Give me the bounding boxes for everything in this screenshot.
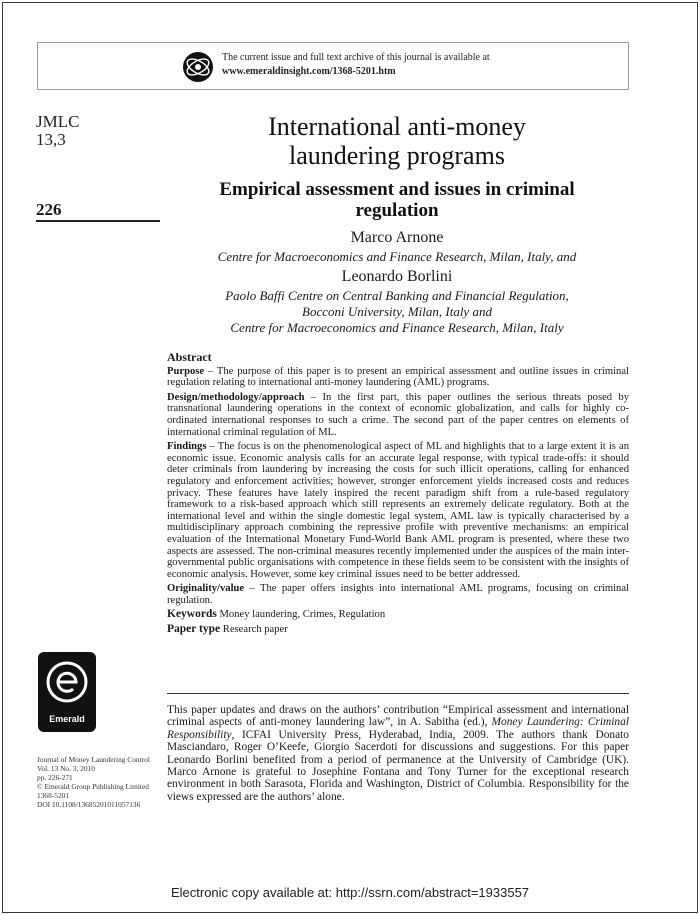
author-name: Marco Arnone xyxy=(350,229,444,246)
author-affiliation xyxy=(165,288,629,336)
journal-code xyxy=(36,113,79,149)
affiliation-line: Bocconi University, Milan, Italy and xyxy=(302,304,492,319)
originality-text: – The paper offers insights into international AML programs, focusing on criminal regulation. xyxy=(167,583,629,606)
title-line: laundering programs xyxy=(289,141,505,170)
originality-label: Originality/value xyxy=(167,583,245,595)
findings-text: – The focus is on the phenomenological aspect of ML and highlights that to a large extent it is an economic issue. Economic analysis calls for an accurate legal response, with typical trade-offs: it should deter criminals from laundering by increasing the costs for such illicit operations, calling for enhanced regulatory and enforcement activities; however, stronger enforcement yields increased costs and reduces privacy. These features have lately inspired the recent paradigm shift from a rule-based regulatory framework to a risk-based approach which still represents an extremely delicate regulatory. Both at the international level and within the single domestic legal system, AML law is typically characterised by a multidisciplinary approach combining the repressive profile with preventive mechanisms: an empirical evaluation of the International Monetary Fund-World Bank AML program is presented, where these two aspects are assessed. The non-criminal measures recently implemented under the auspices of the main inter-governmental public organisations with competence in these fields seem to be consistent with the insights of economic analysis. However, some key criminal issues need to be better addressed. xyxy=(167,441,629,580)
author-name: Leonardo Borlini xyxy=(341,268,453,285)
paper-type-text: Research paper xyxy=(220,624,288,636)
author-affiliation: Centre for Macroeconomics and Finance Research, Milan, Italy, and xyxy=(217,249,577,264)
page-number: 226 xyxy=(36,200,62,219)
paper-type-label: Paper type xyxy=(167,623,221,636)
pub-info-line: DOI 10.1108/13685201011057136 xyxy=(37,800,141,809)
abstract-design xyxy=(167,392,629,438)
emerald-e-icon xyxy=(38,652,96,712)
journal-banner xyxy=(37,42,629,90)
subtitle-line: Empirical assessment and issues in criminal xyxy=(219,179,575,200)
book-title: Money Laundering: Criminal Responsibility xyxy=(167,716,629,741)
emerald-label: Emerald xyxy=(49,714,85,724)
abstract xyxy=(167,352,629,639)
banner-url[interactable]: www.emeraldinsight.com/1368-5201.htm xyxy=(222,66,396,77)
emerald-logo xyxy=(38,652,96,732)
purpose-label: Purpose xyxy=(167,365,205,377)
abstract-purpose xyxy=(167,366,629,389)
banner-line: The current issue and full text archive of this journal is available at xyxy=(222,52,490,63)
affiliation-line: Paolo Baffi Centre on Central Banking and Financial Regulation, xyxy=(225,288,569,303)
pub-info-line: 1368-5201 xyxy=(37,791,70,800)
article-subtitle xyxy=(165,179,629,221)
title-line: International anti-money xyxy=(268,112,526,141)
ssrn-footer[interactable]: Electronic copy available at: http://ssrn.com/abstract=1933557 xyxy=(170,885,530,900)
page-number-rule xyxy=(36,220,160,222)
pub-info-line: © Emerald Group Publishing Limited xyxy=(37,782,149,791)
publication-info xyxy=(37,755,167,809)
design-label: Design/methodology/approach xyxy=(167,391,305,403)
journal-abbrev: JMLC xyxy=(36,112,80,131)
footnote-rule xyxy=(167,693,629,694)
article-title xyxy=(190,112,604,170)
acknowledgement-note xyxy=(167,704,629,803)
affiliation-line: Centre for Macroeconomics and Finance Research, Milan, Italy xyxy=(230,320,564,335)
note-text: , ICFAI University Press, Hyderabad, India, 2009. The authors thank Donato Masciandaro, Roger O’Keefe, Giorgio Sacerdoti for discussions and suggestions. For this paper Leonardo Borlini benefited from a period of permanence at the University of Cambridge (UK). Marco Arnone is grateful to Josephine Fontana and Tony Turner for the exceptional research environment in both Sarasota, Florida and Washington, District of Columbia. Responsibility for the views expressed are the authors’ alone. xyxy=(167,728,629,803)
findings-label: Findings xyxy=(167,441,207,453)
abstract-keywords xyxy=(167,609,629,621)
banner-text xyxy=(222,51,490,79)
pub-info-line: Vol. 13 No. 3, 2010 xyxy=(37,764,95,773)
pub-info-line: pp. 226-271 xyxy=(37,773,73,782)
keywords-text: Money laundering, Crimes, Regulation xyxy=(216,609,386,621)
note-text: This paper updates and draws on the authors’ contribution “Empirical assessment and international criminal aspects of anti-money laundering law”, in A. Sabitha (ed.), xyxy=(167,704,629,729)
abstract-originality xyxy=(167,583,629,606)
pub-info-line: Journal of Money Laundering Control xyxy=(37,755,150,764)
emerald-globe-icon xyxy=(182,51,214,83)
abstract-heading: Abstract xyxy=(167,350,212,364)
design-text: – In the first part, this paper outlines the serious threats posed by transnational laundering operations in the context of economic globalization, and calls for highly co-ordinated international responses to such a crime. The second part of the paper centres on elements of international criminal regulation of ML. xyxy=(167,391,629,438)
purpose-text: – The purpose of this paper is to present an empirical assessment and outline issues in criminal regulation relating to international anti-money laundering (AML) programs. xyxy=(167,365,629,389)
subtitle-line: regulation xyxy=(355,200,439,221)
journal-volume: 13,3 xyxy=(36,130,66,149)
abstract-findings xyxy=(167,441,629,580)
abstract-paper-type xyxy=(167,624,629,636)
keywords-label: Keywords xyxy=(167,608,217,621)
